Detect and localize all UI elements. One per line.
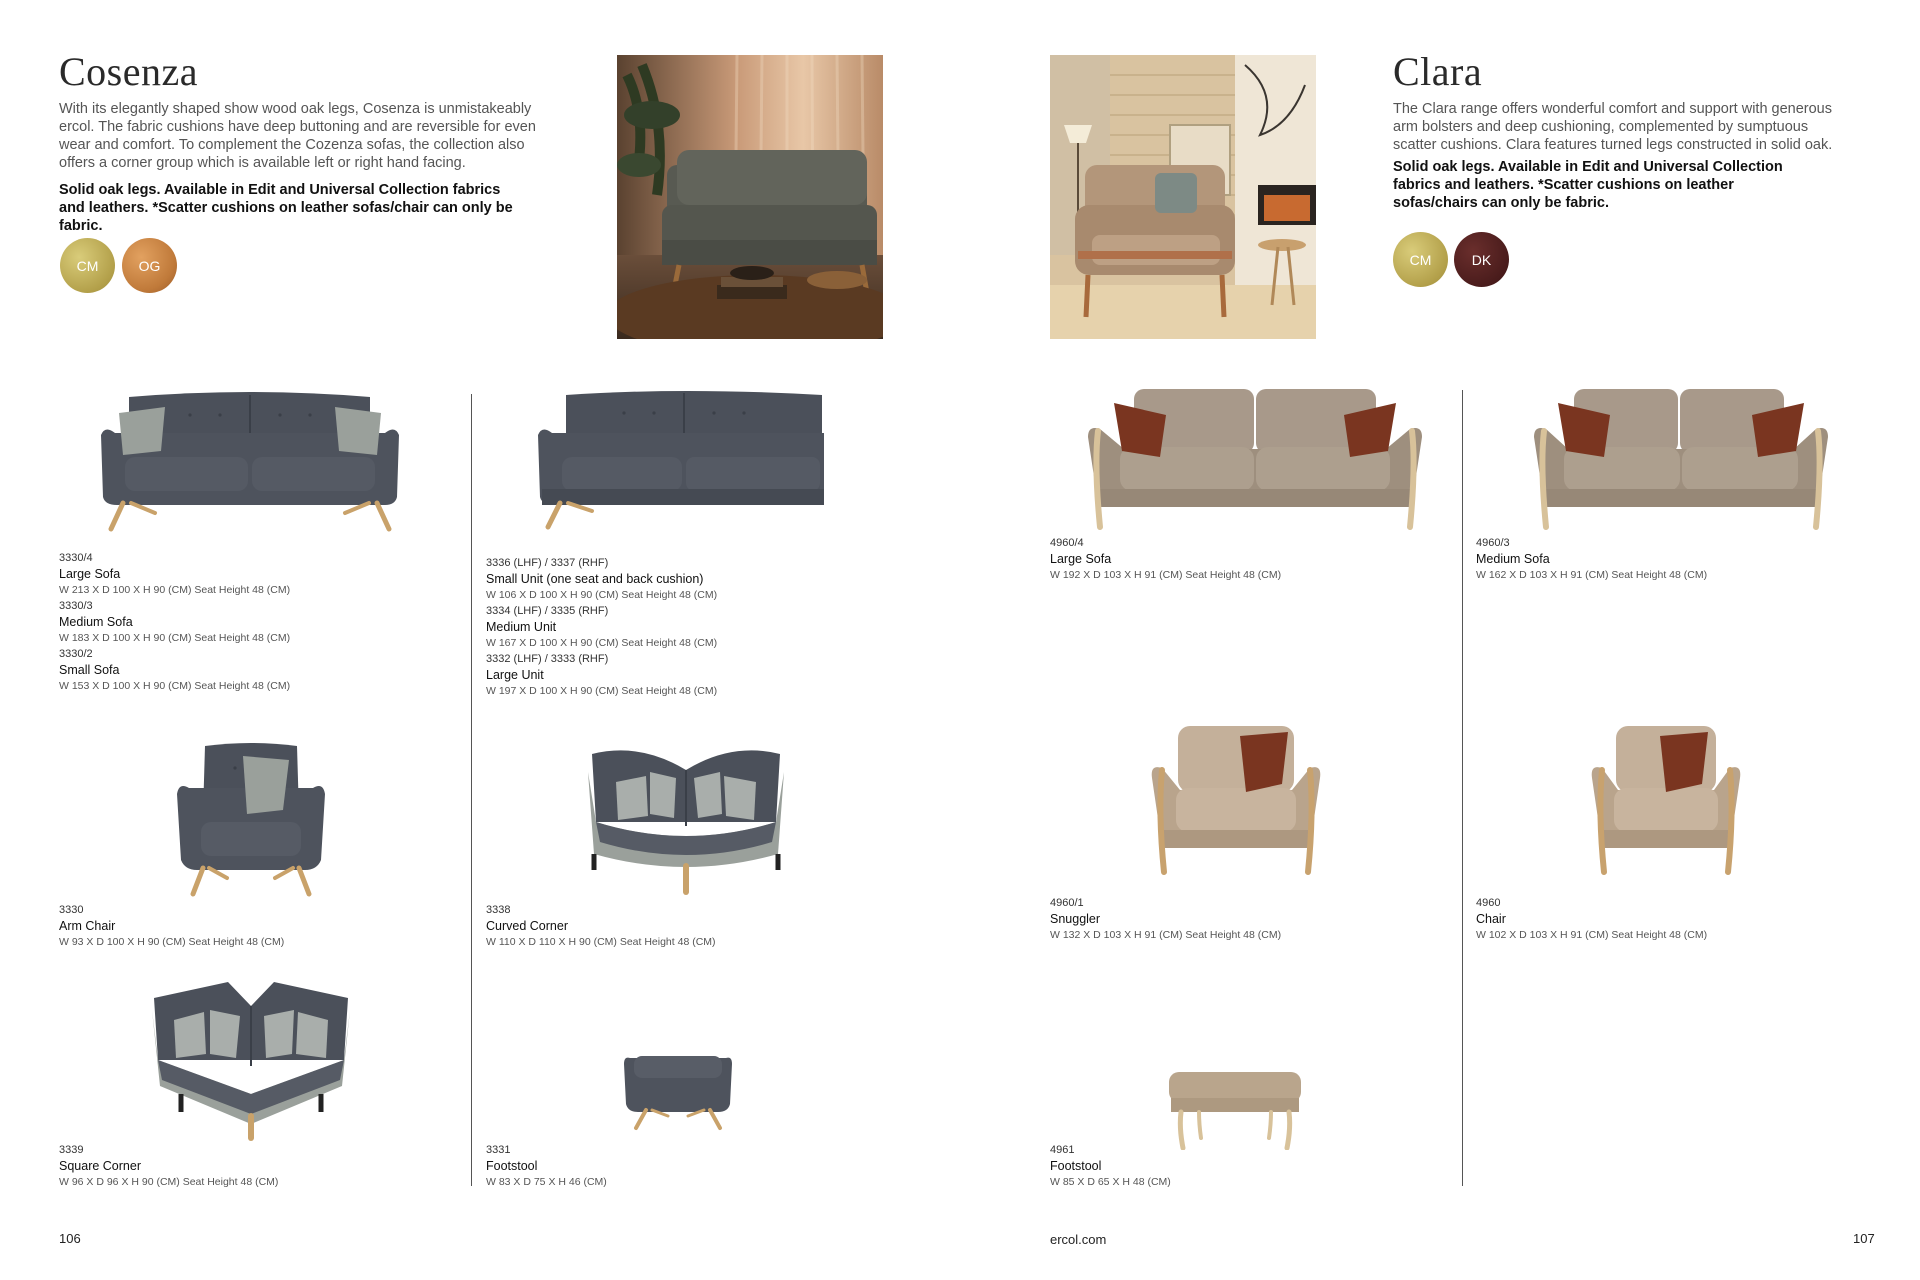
clara-column-divider: [1462, 390, 1463, 1186]
clara-footstool-image: [1165, 1068, 1305, 1150]
product-name: Large Sofa: [59, 567, 121, 581]
clara-title: Clara: [1393, 49, 1483, 94]
product-dimensions: W 110 X D 110 X H 90 (CM) Seat Height 48 (CM): [486, 936, 716, 948]
product-name: Large Unit: [486, 668, 544, 682]
product-name: Footstool: [1050, 1159, 1102, 1173]
product-code: 3336 (LHF) / 3337 (RHF): [486, 557, 609, 569]
product-code: 3330: [59, 904, 84, 916]
product-dimensions: W 197 X D 100 X H 90 (CM) Seat Height 48 (CM): [486, 685, 718, 697]
cosenza-curved-corner-image: [580, 742, 792, 897]
product-code: 3331: [486, 1144, 511, 1156]
cosenza-unit-specs: [486, 555, 886, 699]
product-name: Medium Sofa: [59, 615, 133, 629]
clara-description: The Clara range offers wonderful comfort and support with generous arm bolsters and deep cushioning, complemented by sumptuous scatter cushions. Clara features turned legs constructed in solid oak.: [1393, 101, 1833, 153]
product-dimensions: W 213 X D 100 X H 90 (CM) Seat Height 48 (CM): [59, 584, 291, 596]
product-dimensions: W 106 X D 100 X H 90 (CM) Seat Height 48 (CM): [486, 589, 718, 601]
clara-snuggler-specs: [1050, 895, 1450, 943]
clara-large-sofa-image: [1086, 385, 1424, 533]
product-name: Chair: [1476, 912, 1506, 926]
swatch-cm[interactable]: [1393, 232, 1448, 287]
product-dimensions: W 192 X D 103 X H 91 (CM) Seat Height 48 (CM): [1050, 569, 1282, 581]
product-name: Square Corner: [59, 1159, 141, 1173]
cosenza-unit-image: [532, 385, 828, 533]
clara-medium-sofa-specs: [1476, 535, 1876, 583]
page-number-right: 107: [1853, 1231, 1875, 1246]
swatch-cm-label: CM: [76, 257, 99, 274]
swatch-cm[interactable]: [60, 238, 115, 293]
swatch-og-label: OG: [138, 257, 161, 274]
cosenza-lifestyle-photo: [617, 55, 883, 339]
product-dimensions: W 153 X D 100 X H 90 (CM) Seat Height 48 (CM): [59, 680, 291, 692]
product-name: Snuggler: [1050, 912, 1101, 926]
clara-snuggler-image: [1150, 722, 1322, 880]
product-code: 3332 (LHF) / 3333 (RHF): [486, 653, 609, 665]
swatch-cm-label: CM: [1409, 251, 1432, 268]
product-dimensions: W 93 X D 100 X H 90 (CM) Seat Height 48 (CM): [59, 936, 285, 948]
clara-note: Solid oak legs. Available in Edit and Universal Collection fabrics and leathers. *Scatter cushions on leather sofas/chairs can only be fabric.: [1393, 159, 1783, 211]
product-name: Medium Sofa: [1476, 552, 1550, 566]
swatch-og[interactable]: [122, 238, 177, 293]
product-name: Medium Unit: [486, 620, 557, 634]
product-code: 3330/3: [59, 600, 93, 612]
product-code: 3338: [486, 904, 511, 916]
clara-footstool-specs: [1050, 1142, 1450, 1190]
product-code: 4961: [1050, 1144, 1075, 1156]
cosenza-title: Cosenza: [59, 49, 199, 94]
product-name: Curved Corner: [486, 919, 568, 933]
cosenza-column-divider: [471, 394, 472, 1186]
product-code: 4960/4: [1050, 537, 1084, 549]
clara-chair-image: [1590, 722, 1742, 880]
product-name: Arm Chair: [59, 919, 116, 933]
product-code: 3334 (LHF) / 3335 (RHF): [486, 605, 609, 617]
product-code: 4960/1: [1050, 897, 1084, 909]
cosenza-arm-chair-specs: [59, 902, 459, 950]
site-link[interactable]: ercol.com: [1050, 1232, 1107, 1247]
cosenza-square-corner-image: [148, 976, 354, 1144]
cosenza-footstool-specs: [486, 1142, 886, 1190]
product-dimensions: W 167 X D 100 X H 90 (CM) Seat Height 48 (CM): [486, 637, 718, 649]
product-dimensions: W 183 X D 100 X H 90 (CM) Seat Height 48 (CM): [59, 632, 291, 644]
product-dimensions: W 102 X D 103 X H 91 (CM) Seat Height 48 (CM): [1476, 929, 1708, 941]
cosenza-note: Solid oak legs. Available in Edit and Universal Collection fabrics and leathers. *Scatter cushions on leather sofas/chair can only be fabric.: [59, 182, 513, 234]
product-code: 4960: [1476, 897, 1501, 909]
product-dimensions: W 85 X D 65 X H 48 (CM): [1050, 1176, 1171, 1188]
cosenza-large-sofa-image: [95, 385, 405, 533]
product-dimensions: W 162 X D 103 X H 91 (CM) Seat Height 48 (CM): [1476, 569, 1708, 581]
cosenza-arm-chair-image: [175, 742, 327, 897]
product-dimensions: W 132 X D 103 X H 91 (CM) Seat Height 48 (CM): [1050, 929, 1282, 941]
cosenza-square-corner-specs: [59, 1142, 459, 1190]
product-code: 3330/2: [59, 648, 93, 660]
swatch-dk-label: DK: [1471, 251, 1492, 268]
product-dimensions: W 83 X D 75 X H 46 (CM): [486, 1176, 607, 1188]
cosenza-curved-corner-specs: [486, 902, 886, 950]
cosenza-footstool-image: [620, 1050, 736, 1132]
product-name: Footstool: [486, 1159, 538, 1173]
clara-chair-specs: [1476, 895, 1876, 943]
clara-large-sofa-specs: [1050, 535, 1450, 583]
product-name: Small Sofa: [59, 663, 120, 677]
clara-lifestyle-photo: [1050, 55, 1316, 339]
product-name: Large Sofa: [1050, 552, 1112, 566]
product-dimensions: W 96 X D 96 X H 90 (CM) Seat Height 48 (CM): [59, 1176, 279, 1188]
product-code: 3330/4: [59, 552, 93, 564]
page-number-left: 106: [59, 1231, 81, 1246]
swatch-dk[interactable]: [1454, 232, 1509, 287]
cosenza-sofa-specs: [59, 550, 459, 694]
cosenza-description: With its elegantly shaped show wood oak legs, Cosenza is unmistakeably ercol. The fabric cushions have deep buttoning and are reversible for even wear and comfort. To complement the Cozenza sofas, the collection also offers a corner group which is available left or right hand facing.: [59, 101, 536, 171]
product-code: 4960/3: [1476, 537, 1510, 549]
clara-medium-sofa-image: [1532, 385, 1830, 533]
product-code: 3339: [59, 1144, 84, 1156]
product-name: Small Unit (one seat and back cushion): [486, 572, 704, 586]
